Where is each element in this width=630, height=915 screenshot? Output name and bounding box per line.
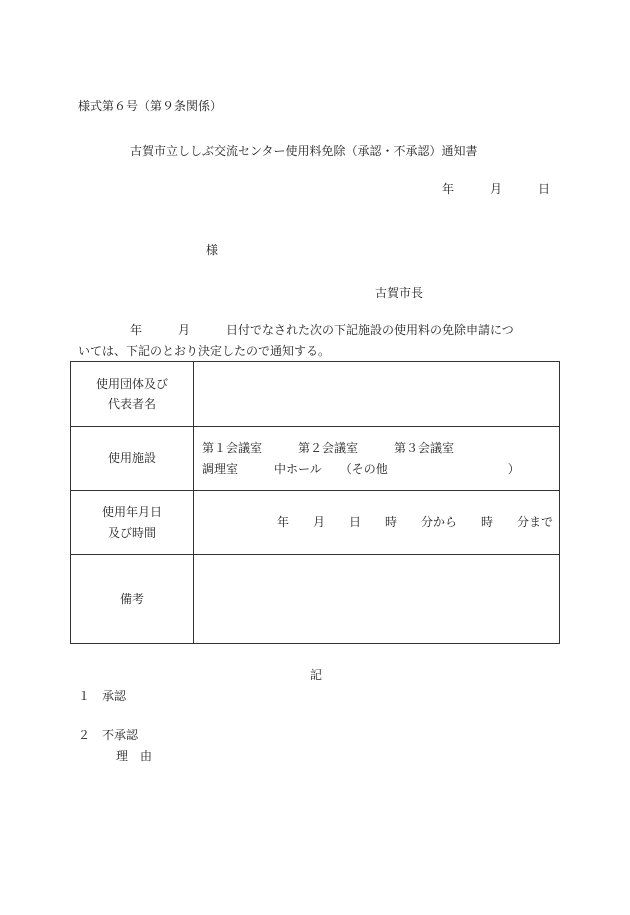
form-number: 様式第６号（第９条関係） — [78, 99, 223, 113]
document-title: 古賀市立ししぶ交流センター使用料免除（承認・不承認）通知書 — [130, 144, 478, 158]
label-remarks — [71, 555, 194, 644]
label-facility-text: 使用施設 — [107, 451, 156, 466]
label-datetime — [71, 491, 194, 555]
label-datetime-line-1: 使用年月日 — [101, 505, 162, 520]
value-remarks[interactable] — [194, 555, 560, 644]
addressee-suffix: 様 — [206, 243, 219, 257]
application-table — [70, 361, 560, 644]
label-datetime-line-2: 及び時間 — [107, 525, 156, 540]
value-facility[interactable] — [194, 427, 560, 491]
label-organization-line-2: 代表者名 — [107, 397, 156, 411]
label-remarks-text: 備考 — [119, 591, 144, 606]
decision-not-approved: ２ 不承認 — [78, 728, 139, 742]
table-row-remarks — [71, 555, 560, 644]
label-organization — [71, 362, 194, 427]
label-organization-line-1: 使用団体及び — [95, 376, 168, 391]
issuer: 古賀市長 — [375, 286, 424, 300]
intro-line-1: 年 月 日付でなされた次の下記施設の使用料の免除申請につ — [130, 323, 514, 337]
intro-line-2: いては、下記のとおり決定したので通知する。 — [78, 344, 331, 358]
facility-options-line-1: 第１会議室 第２会議室 第３会議室 — [202, 441, 455, 456]
decision-reason-label: 理 由 — [116, 749, 153, 763]
value-datetime[interactable] — [194, 491, 560, 555]
table-row-datetime — [71, 491, 560, 555]
label-facility — [71, 427, 194, 491]
table-row-organization — [71, 362, 560, 427]
table-row-facility — [71, 427, 560, 491]
date-line: 年 月 日 — [442, 182, 551, 196]
decision-approved: １ 承認 — [78, 689, 127, 703]
datetime-template: 年 月 日 時 分から 時 分まで — [276, 515, 553, 530]
facility-options-line-2: 調理室 中ホール （その他 ） — [202, 461, 520, 476]
notes-heading: 記 — [310, 668, 323, 682]
value-organization[interactable] — [194, 362, 560, 427]
